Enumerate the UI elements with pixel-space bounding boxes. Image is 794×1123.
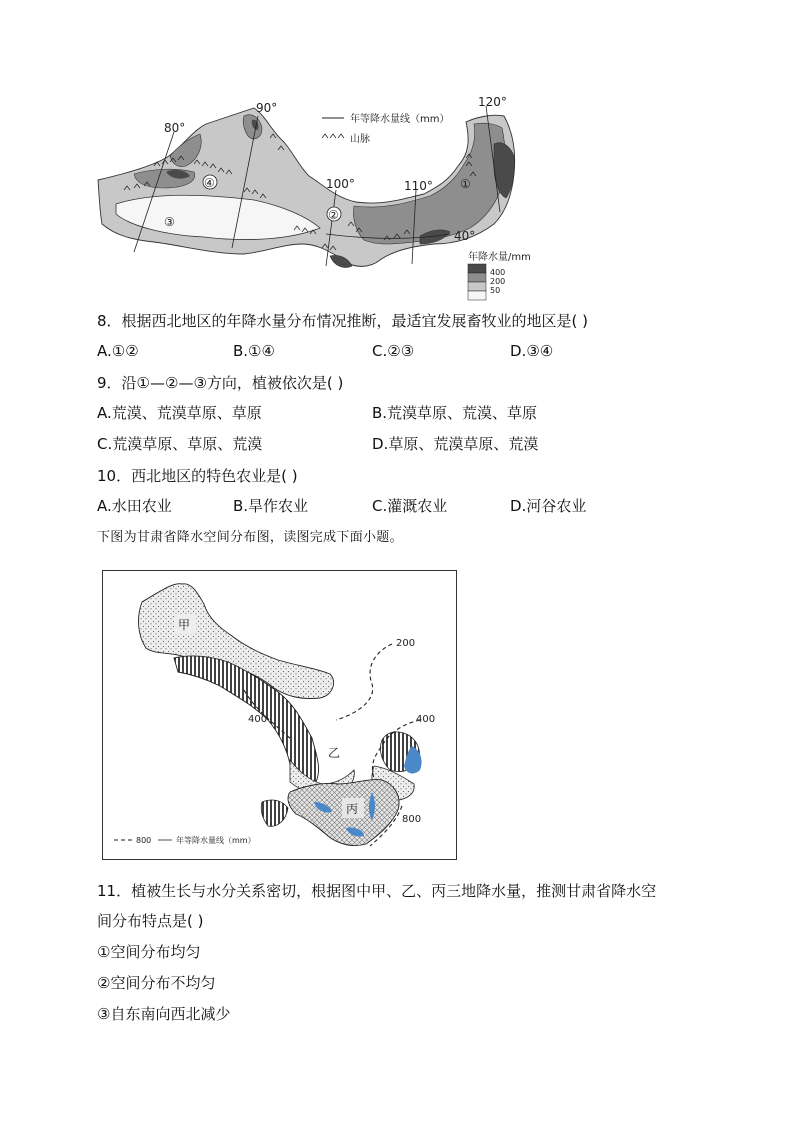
isohyet-200-label: 200 (396, 638, 416, 649)
lon-110-label: 110° (404, 179, 433, 193)
q9-option-b: B.荒漠草原、荒漠、草原 (372, 404, 538, 422)
lon-120-label: 120° (478, 95, 507, 109)
q11-stem-line2: 间分布特点是( ) (97, 912, 204, 930)
lon-90-label: 90° (256, 101, 278, 115)
northwest-precipitation-map (94, 94, 554, 304)
label-bing: 丙 (346, 802, 359, 816)
q9-option-a: A.荒漠、荒漠草原、草原 (97, 404, 262, 422)
label-jia: 甲 (178, 618, 191, 632)
q9-option-c: C.荒漠草原、草原、荒漠 (97, 435, 263, 453)
q10-option-a: A.水田农业 (97, 497, 172, 515)
q10-option-d: D.河谷农业 (510, 497, 587, 515)
section-intro: 下图为甘肃省降水空间分布图，读图完成下面小题。 (97, 530, 403, 545)
region-1-label: ① (460, 177, 471, 191)
q8-option-b: B.①④ (233, 342, 275, 360)
q9-option-d: D.草原、荒漠草原、荒漠 (372, 435, 539, 453)
lat-40-label: 40° (454, 229, 476, 243)
region-2-label: ② (328, 208, 339, 222)
region-4-label: ④ (204, 176, 215, 190)
q8-option-a: A.①② (97, 342, 139, 360)
legend-isohyet-text: 年等降水量线（mm） (350, 114, 450, 125)
q8-option-c: C.②③ (372, 342, 415, 360)
q11-stem-line1: 11．植被生长与水分关系密切，根据图中甲、乙、丙三地降水量，推测甘肃省降水空 (97, 882, 657, 900)
q9-stem: 9．沿①—②—③方向，植被依次是( ) (97, 374, 344, 392)
q11-item-2: ②空间分布不均匀 (97, 974, 216, 992)
q11-item-1: ①空间分布均匀 (97, 943, 201, 961)
isohyet-400-east-label: 400 (416, 714, 436, 725)
lon-80-label: 80° (164, 121, 186, 135)
gansu-precipitation-map (102, 570, 457, 860)
legend-mountain-symbol (322, 134, 344, 138)
legend-level-200: 200 (490, 277, 506, 286)
legend-level-400: 400 (490, 268, 506, 277)
q10-option-b: B.旱作农业 (233, 497, 309, 515)
q8-option-d: D.③④ (510, 342, 554, 360)
legend-mountain-text: 山脉 (350, 134, 370, 145)
isohyet-800-label: 800 (402, 814, 422, 825)
legend-isohyet-label: 年等降水量线（mm） (176, 836, 256, 845)
isohyet-400-west-label: 400 (248, 714, 268, 725)
q10-stem: 10．西北地区的特色农业是( ) (97, 467, 298, 485)
q8-stem: 8．根据西北地区的年降水量分布情况推断，最适宜发展畜牧业的地区是( ) (97, 312, 589, 330)
legend-precip-title: 年降水量/mm (468, 252, 531, 263)
lon-100-label: 100° (326, 177, 355, 191)
legend-800-value: 800 (136, 836, 152, 845)
q11-item-3: ③自东南向西北减少 (97, 1005, 231, 1023)
q10-option-c: C.灌溉农业 (372, 497, 448, 515)
legend-level-50: 50 (490, 286, 501, 295)
region-3-label: ③ (164, 215, 175, 229)
label-yi: 乙 (328, 746, 341, 760)
